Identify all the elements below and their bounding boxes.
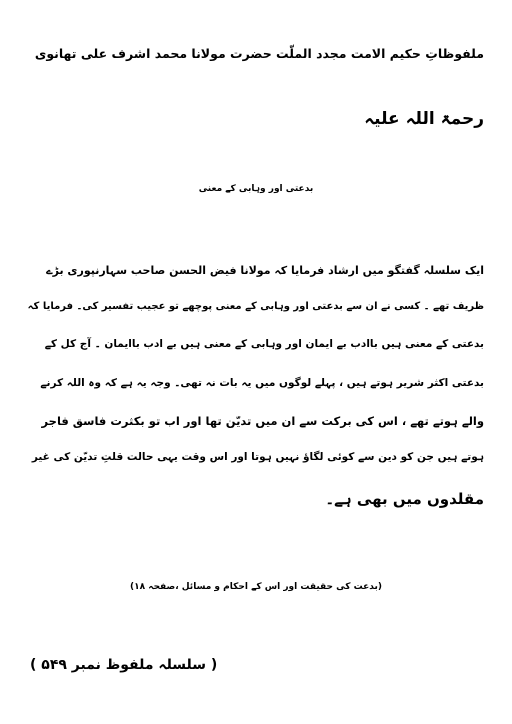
body-line-3: بدعتی کے معنی ہیں باادب بے ایمان اور وہابی کے معنی ہیں بے ادب باایمان ۔ آج کل کے [44,338,484,350]
body-line-1: ایک سلسلہ گفتگو میں ارشاد فرمایا کہ مولانا فیض الحسن صاحب سہارنپوری بڑے [46,264,484,277]
body-line-2: ظریف تھے ۔ کسی نے ان سے بدعتی اور وہابی کے معنی پوچھے تو عجیب تفسیر کی۔ فرمایا کہ [27,301,484,312]
page-subtitle: رحمۃ اللہ علیہ [364,109,484,129]
body-line-6: ہوتے ہیں جن کو دین سے کوئی لگاؤ نہیں ہوتا اور اس وقت یہی حالت قلتِ تدیّن کی غیر [31,451,484,463]
body-line-4: بدعتی اکثر شریر ہوتے ہیں ، پہلے لوگوں میں یہ بات نہ تھی۔ وجہ یہ ہے کہ وہ اللہ کرنے [40,377,484,389]
section-heading: بدعتی اور وہابی کے معنی [198,184,314,194]
serial-number: ( سلسلہ ملفوظ نمبر ۵۴۹ ) [30,657,218,673]
reference-citation: (بدعت کی حقیقت اور اس کے احکام و مسائل ،صفحہ ۱۸) [130,582,382,592]
body-line-7: مقلدوں میں بھی ہے۔ [325,490,484,508]
body-line-5: والے ہوتے تھے ، اس کی برکت سے ان میں تدیّن تھا اور اب تو بکثرت فاسق فاجر [41,414,484,428]
page-title: ملفوظاتِ حکیم الامت مجدد الملّت حضرت مولانا محمد اشرف علی تھانوی [34,46,484,61]
